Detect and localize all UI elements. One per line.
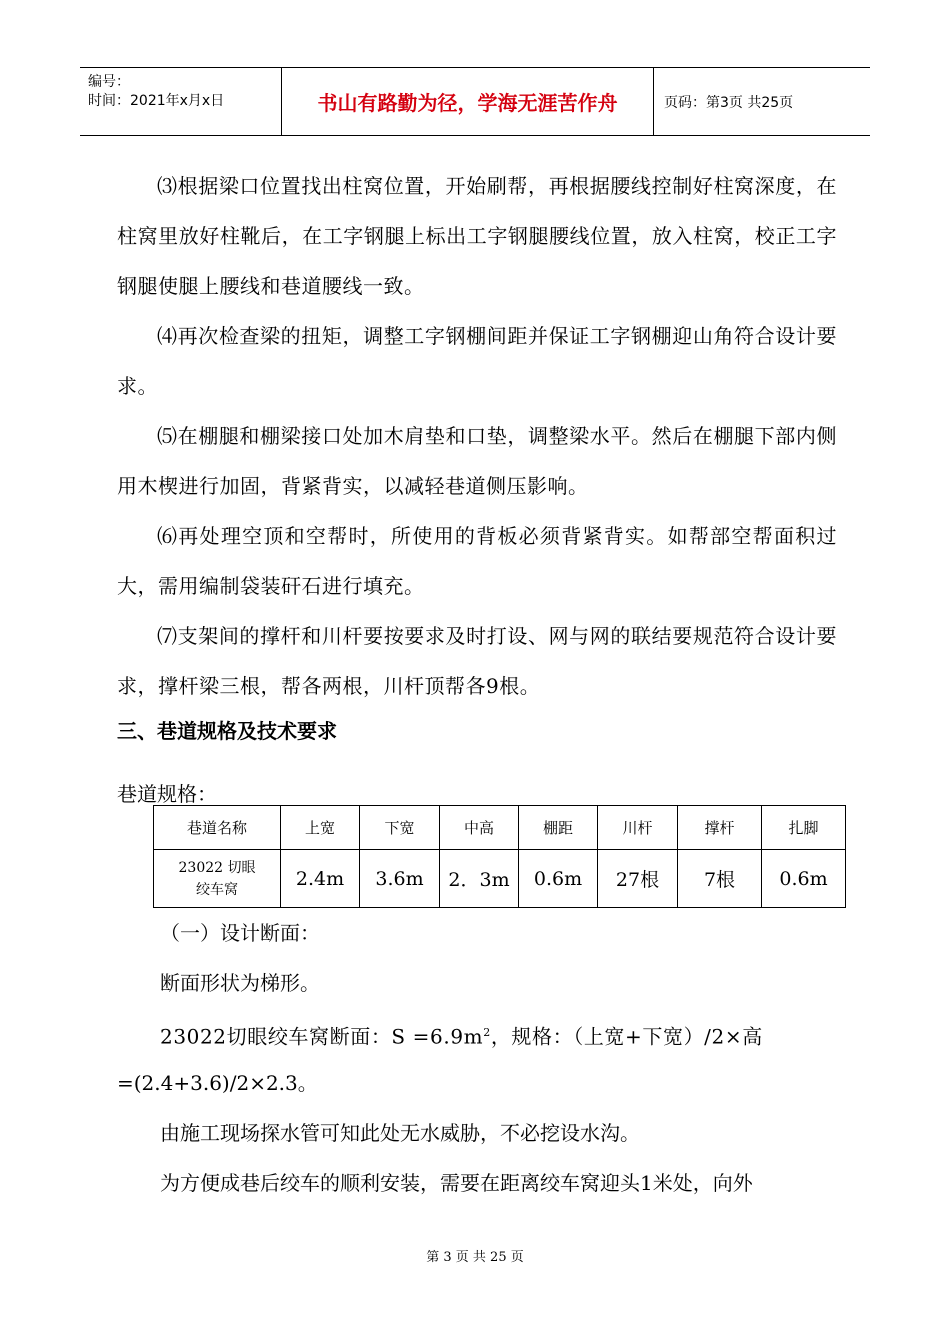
table-header-cell: 上宽	[281, 806, 360, 850]
paragraph-6: ⑹再处理空顶和空帮时，所使用的背板必须背紧背实。如帮部空帮面积过大，需用编制袋装矸石进行填充。	[117, 524, 837, 598]
paragraph-5: ⑸在棚腿和棚梁接口处加木肩垫和口垫，调整梁水平。然后在棚腿下部内侧用木楔进行加固，背紧背实，以减轻巷道侧压影响。	[117, 424, 837, 498]
table-cell: 3.6m	[360, 850, 440, 908]
spec-label: 巷道规格：	[117, 782, 217, 806]
paragraph-7: ⑺支架间的撑杆和川杆要按要求及时打设、网与网的联结要规范符合设计要求，撑杆梁三根，帮各两根，川杆顶帮各9根。	[117, 624, 837, 698]
design-shape: 断面形状为梯形。	[160, 971, 320, 995]
formula-part-2: ，规格：（上宽+下宽）/2×高	[490, 1024, 763, 1049]
design-water: 由施工现场探水管可知此处无水威胁，不必挖设水沟。	[160, 1121, 640, 1145]
header-meta	[80, 68, 282, 135]
page-header	[80, 67, 870, 136]
table-header-cell: 棚距	[519, 806, 598, 850]
formula-sup: 2	[483, 1026, 491, 1039]
section-heading: 三、巷道规格及技术要求	[117, 719, 337, 743]
table-header-cell: 中高	[440, 806, 519, 850]
design-title: （一）设计断面：	[160, 921, 320, 945]
name-line-2: 绞车窝	[196, 881, 238, 898]
paragraph-4: ⑷再次检查梁的扭矩，调整工字钢棚间距并保证工字钢棚迎山角符合设计要求。	[117, 324, 837, 398]
table-header-cell: 撑杆	[678, 806, 762, 850]
header-page-info: 页码：第3页 共25页	[664, 94, 794, 111]
table-header-cell: 扎脚	[762, 806, 846, 850]
design-formula-line-2: =(2.4+3.6)/2×2.3。	[117, 1071, 318, 1095]
table-cell: 2．3m	[440, 850, 519, 908]
page-footer: 第 3 页 共 25 页	[426, 1250, 524, 1265]
table-header-row	[154, 806, 846, 850]
spec-table	[153, 805, 846, 908]
name-line-1: 23022 切眼	[178, 859, 256, 876]
table-header-cell: 川杆	[598, 806, 678, 850]
table-cell: 2.4m	[281, 850, 360, 908]
table-cell: 27根	[598, 850, 678, 908]
table-row	[154, 850, 846, 908]
table-header-cell: 巷道名称	[154, 806, 281, 850]
table-cell: 7根	[678, 850, 762, 908]
table-cell: 0.6m	[762, 850, 846, 908]
header-motto: 书山有路勤为径，学海无涯苦作舟	[282, 68, 654, 135]
design-last: 为方便成巷后绞车的顺利安装，需要在距离绞车窝迎头1米处，向外	[160, 1171, 753, 1195]
paragraph-3: ⑶根据梁口位置找出柱窝位置，开始刷帮，再根据腰线控制好柱窝深度，在柱窝里放好柱靴后，在工字钢腿上标出工字钢腿腰线位置，放入柱窝，校正工字钢腿使腿上腰线和巷道腰线一致。	[117, 174, 837, 298]
table-cell-name	[154, 850, 281, 908]
header-time: 时间：2021年x月x日	[88, 93, 225, 109]
formula-part-1: 23022切眼绞车窝断面：S =6.9m	[160, 1024, 484, 1049]
header-number: 编号：	[88, 74, 130, 90]
table-cell: 0.6m	[519, 850, 598, 908]
design-formula	[160, 1018, 763, 1052]
table-header-cell: 下宽	[360, 806, 440, 850]
